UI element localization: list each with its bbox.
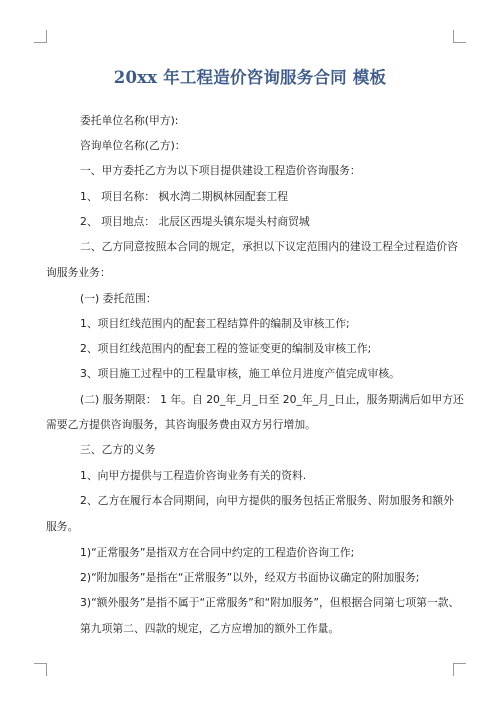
document-title: 20xx 年工程造价咨询服务合同 模板 (113, 68, 387, 87)
line-consultant-name: 咨询单位名称(乙方)： (80, 139, 186, 152)
line-duty-1: 1、向甲方提供与工程造价咨询业务有关的资料. (80, 469, 307, 482)
line-section-2-heading: 二、乙方同意按照本合同的规定，承担以下议定范围内的建设工程全过程造价咨 (80, 240, 458, 253)
line-duty-2-continued: 服务。 (46, 520, 79, 533)
line-project-location: 2、 项目地点： 北辰区西堤头镇东堤头村商贸城 (80, 215, 310, 228)
line-client-name: 委托单位名称(甲方): (80, 114, 179, 127)
line-scope-item-1: 1、项目红线范围内的配套工程结算件的编制及审核工作; (80, 317, 350, 330)
line-service-period-continued: 需要乙方提供咨询服务，其咨询服务费由双方另行增加。 (46, 418, 316, 431)
line-duty-2: 2、乙方在履行本合同期间，向甲方提供的服务包括正常服务、附加服务和额外 (80, 494, 454, 507)
crop-mark-bottom-right (453, 663, 466, 676)
line-project-name: 1、 项目名称： 枫水湾二期枫林园配套工程 (80, 190, 289, 203)
crop-mark-top-left (34, 30, 47, 43)
line-additional-service: 2)“附加服务”是指在“正常服务”以外，经双方书面协议确定的附加服务; (80, 571, 420, 584)
line-scope-item-2: 2、项目红线范围内的配套工程的签证变更的编制及审核工作; (80, 342, 372, 355)
line-normal-service: 1)“正常服务”是指双方在合同中约定的工程造价咨询工作; (80, 546, 355, 559)
line-section-1-heading: 一、甲方委托乙方为以下项目提供建设工程造价咨询服务： (80, 164, 361, 177)
line-service-period: (二) 服务期限： 1 年。自 20_年_月_日至 20_年_月_日止，服务期满后如甲方还 (80, 393, 464, 406)
line-section-3-heading: 三、乙方的义务 (80, 443, 156, 456)
crop-mark-bottom-left (34, 663, 47, 676)
line-extra-service-continued: 第九项第二、四款的规定，乙方应增加的额外工作量。 (80, 622, 340, 635)
line-scope-item-3: 3、项目施工过程中的工程量审核，施工单位月进度产值完成审核。 (80, 367, 400, 380)
line-section-2-continued: 询服务业务： (46, 266, 111, 279)
crop-mark-top-right (453, 30, 466, 43)
line-extra-service: 3)“额外服务”是指不属于“正常服务”和“附加服务”，但根据合同第七项第一款、 (80, 596, 460, 609)
line-scope-heading: (一) 委托范围： (80, 292, 157, 305)
